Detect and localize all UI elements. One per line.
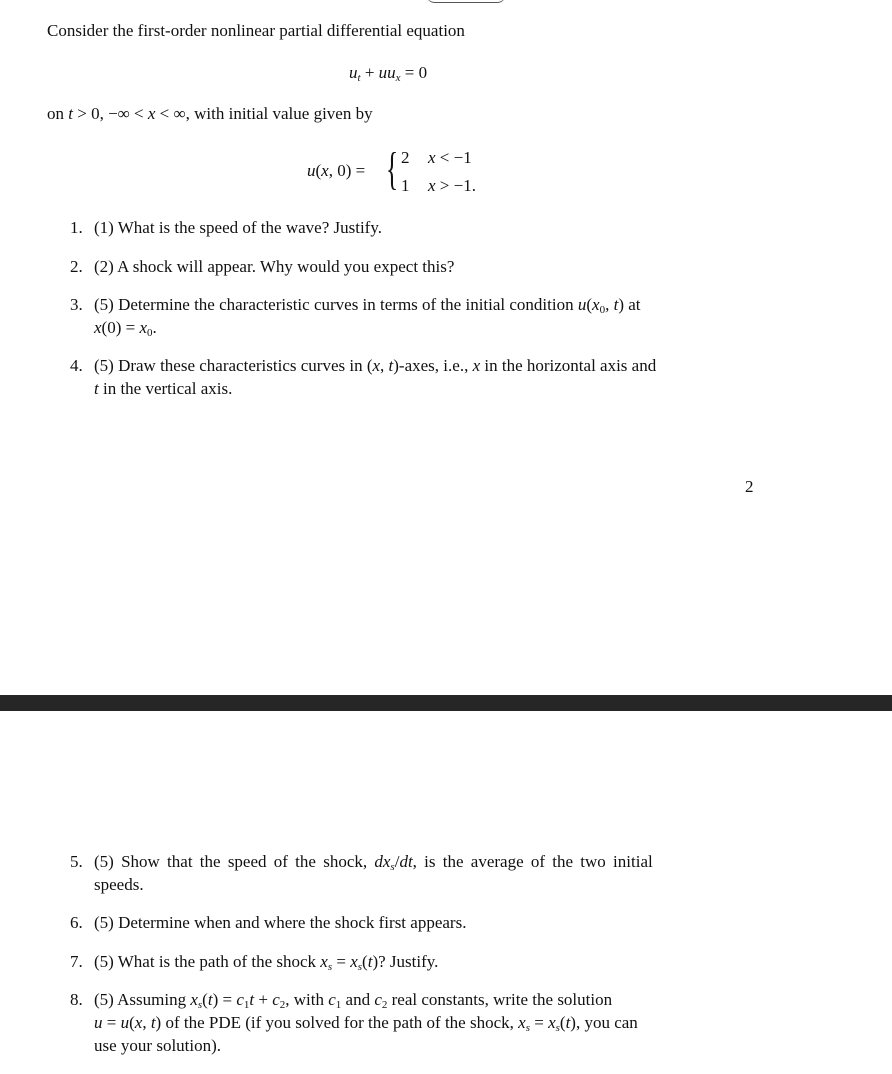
initial-condition-lhs: u(x, 0) = [307,161,366,180]
question-text: (2) A shock will appear. Why would you expect this? [94,257,455,276]
cropped-header-mark [426,0,506,3]
intro-text: Consider the first-order nonlinear partial differential equation [47,21,465,40]
question-text-line-3: use your solution). [94,1036,222,1055]
question-number: 6. [70,913,83,932]
question-text-line-1: (5) Determine the characteristic curves in terms of the initial condition $u(x_0$, t) at [94,295,641,316]
case-value-1: 2 [401,148,410,167]
question-text: (5) What is the path of the shock $x_s = x_s(t)$? Justify. [94,952,439,973]
question-text-line-2: u = u(x, t) of the PDE (if you solved for the path of the shock, $x_s = x_s(t)$, you can [94,1013,638,1034]
question-text-line-2: $x(0) = x_0$. [94,318,157,339]
question-text-line-2: t in the vertical axis. [94,379,233,398]
page-divider [0,695,892,711]
question-text-line-2: speeds. [94,875,144,894]
question-number: 5. [70,852,83,871]
question-text-line-1: (5) Assuming $x_s(t) = c_1t + c_2$, with $c_1$ and $c_2$ real constants, write the solution [94,990,613,1011]
question-number: 2. [70,257,83,276]
question-number: 4. [70,356,83,375]
case-condition-1: x < −1 [428,148,472,167]
pde-equation: $u_t + uu_x = 0$ [349,63,428,84]
piecewise-brace: { [386,143,399,194]
case-value-2: 1 [401,176,410,195]
page-number: 2 [745,477,754,496]
question-text: (1) What is the speed of the wave? Justify. [94,218,382,237]
question-number: 3. [70,295,83,314]
domain-text: on t > 0, −∞ < x < ∞, with initial value given by [47,104,373,123]
case-condition-2: x > −1. [428,176,476,195]
question-number: 1. [70,218,83,237]
question-text: (5) Determine when and where the shock first appears. [94,913,467,932]
question-text-line-1: (5) Show that the speed of the shock, $dx_s/dt$, is the average of the two initial [94,852,653,873]
question-text-line-1: (5) Draw these characteristics curves in (x, t)-axes, i.e., x in the horizontal axis and [94,356,657,375]
question-number: 7. [70,952,83,971]
question-number: 8. [70,990,83,1009]
